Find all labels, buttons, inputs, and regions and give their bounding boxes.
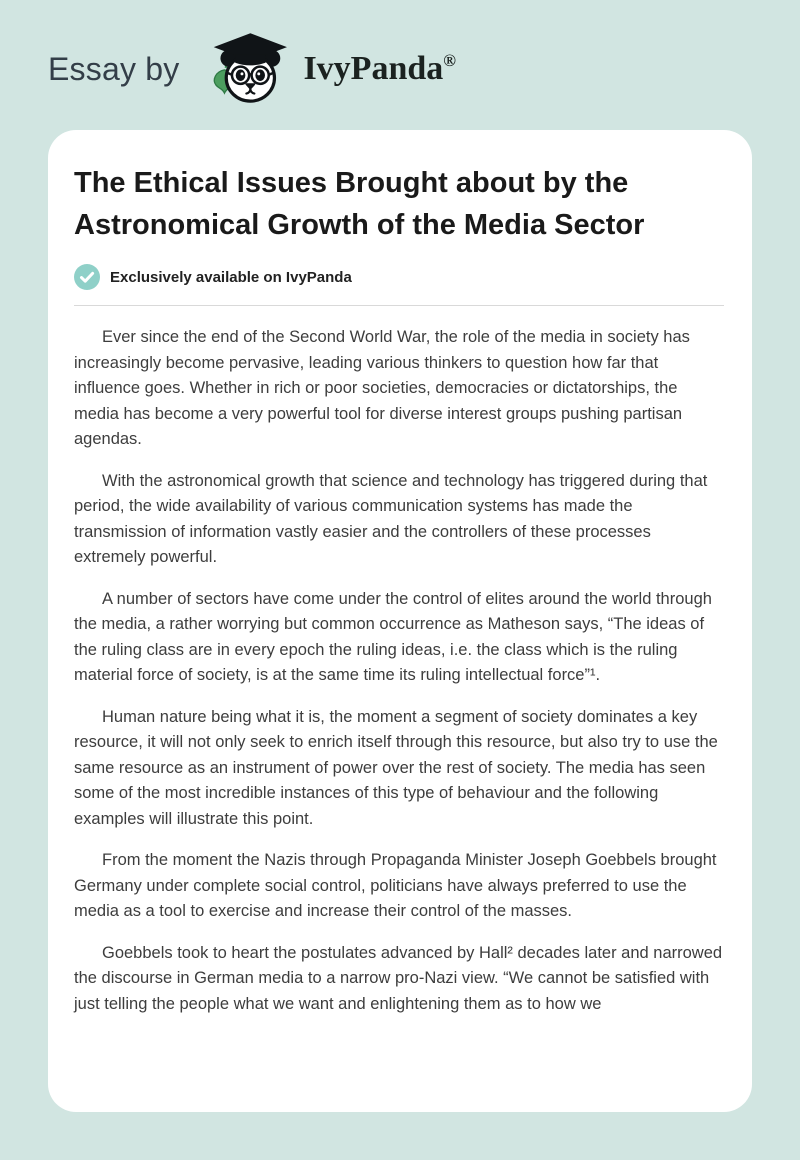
panda-graduate-icon — [195, 29, 295, 109]
paragraph: Goebbels took to heart the postulates advanced by Hall² decades later and narrowed the discourse in German media to a narrow pro-Nazi view. “We cannot be satisfied with just telling the people what we want and enlightening them as to how we — [74, 943, 723, 1013]
essay-card — [48, 130, 752, 1112]
article-body — [74, 325, 724, 1017]
registered-mark: ® — [443, 51, 456, 70]
check-icon — [74, 264, 100, 290]
paragraph: Ever since the end of the Second World War, the role of the media in society has increasingly become pervasive, leading various thinkers to question how far that influence goes. Whether in rich or poor societies, democracies or dictatorships, the media has become a very powerful tool for diverse interest groups pushing partisan agendas. — [74, 328, 690, 448]
ivypanda-logo[interactable] — [195, 29, 456, 109]
divider — [74, 305, 724, 306]
availability-badge — [74, 264, 724, 290]
paragraph: With the astronomical growth that science and technology has triggered during that period, the wide availability of various communication systems has made the transmission of information vastly easier and the controllers of these processes extremely powerful. — [74, 471, 708, 566]
paragraph: Human nature being what it is, the moment a segment of society dominates a key resource, it will not only seek to enrich itself through this resource, but also try to use the same resource as an instrument of power over the rest of society. The media has seen some of the most incredible instances of this type of behaviour and the following examples will illustrate this point. — [74, 707, 718, 828]
badge-label: Exclusively available on IvyPanda — [110, 268, 352, 286]
essay-title: The Ethical Issues Brought about by the Astronomical Growth of the Media Sector — [74, 167, 645, 241]
paragraph: From the moment the Nazis through Propaganda Minister Joseph Goebbels brought Germany under complete social control, politicians have always preferred to use the media as a tool to exercise and increase their control of the masses. — [74, 851, 717, 920]
brand-wordmark: IvyPanda® — [303, 50, 456, 87]
page-header — [0, 0, 800, 130]
paragraph: A number of sectors have come under the control of elites around the world through the media, a rather worrying but common occurrence as Matheson says, “The ideas of the ruling class are in every epoch the ruling ideas, i.e. the class which is the ruling material force of society, is at the same time its ruling intellectual force”¹. — [74, 589, 712, 684]
essay-by-label: Essay by — [48, 50, 180, 87]
